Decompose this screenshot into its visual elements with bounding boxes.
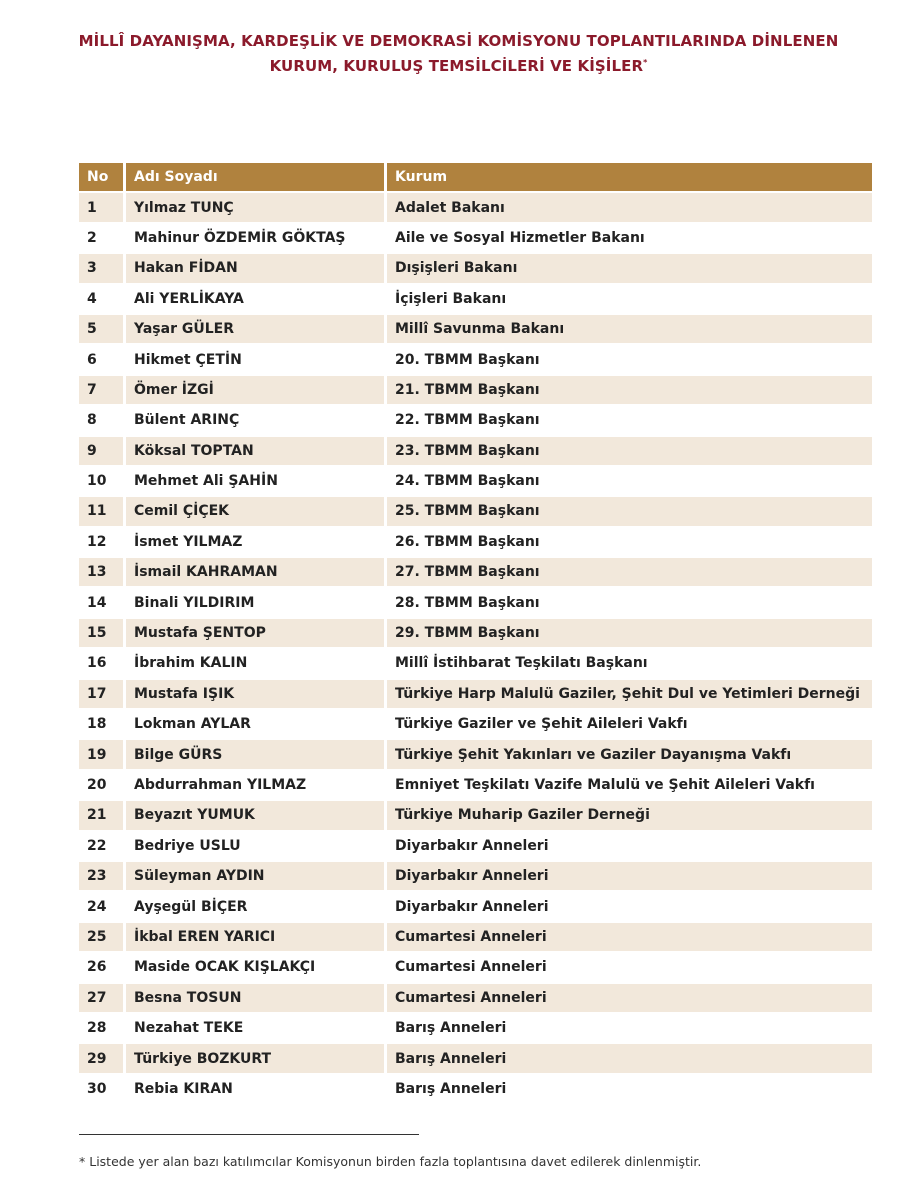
table-row bbox=[79, 953, 872, 983]
cell-name: Maside OCAK KIŞLAKÇI bbox=[126, 953, 384, 981]
table-row bbox=[79, 588, 872, 618]
cell-name: Mustafa IŞIK bbox=[126, 680, 384, 708]
table-row bbox=[79, 1044, 872, 1074]
table-row bbox=[79, 345, 872, 375]
cell-name: Cemil ÇİÇEK bbox=[126, 497, 384, 525]
cell-org: 22. TBMM Başkanı bbox=[387, 406, 872, 434]
cell-no: 21 bbox=[79, 801, 123, 829]
cell-name: Yaşar GÜLER bbox=[126, 315, 384, 343]
cell-no: 17 bbox=[79, 680, 123, 708]
cell-org: Diyarbakır Anneleri bbox=[387, 892, 872, 920]
cell-no: 11 bbox=[79, 497, 123, 525]
cell-name: İkbal EREN YARICI bbox=[126, 923, 384, 951]
cell-org: Diyarbakır Anneleri bbox=[387, 862, 872, 890]
table-row bbox=[79, 710, 872, 740]
cell-no: 6 bbox=[79, 345, 123, 373]
cell-no: 10 bbox=[79, 467, 123, 495]
table-row bbox=[79, 1075, 872, 1105]
cell-no: 30 bbox=[79, 1075, 123, 1103]
cell-org: Türkiye Muharip Gaziler Derneği bbox=[387, 801, 872, 829]
cell-no: 7 bbox=[79, 376, 123, 404]
participants-table bbox=[79, 163, 872, 1105]
cell-org: Cumartesi Anneleri bbox=[387, 984, 872, 1012]
cell-org: İçişleri Bakanı bbox=[387, 285, 872, 313]
table-row bbox=[79, 832, 872, 862]
cell-no: 2 bbox=[79, 224, 123, 252]
cell-name: Ömer İZGİ bbox=[126, 376, 384, 404]
table-row bbox=[79, 984, 872, 1014]
title-footnote-mark: * bbox=[643, 58, 648, 67]
cell-name: İbrahim KALIN bbox=[126, 649, 384, 677]
cell-org: Cumartesi Anneleri bbox=[387, 923, 872, 951]
cell-org: 20. TBMM Başkanı bbox=[387, 345, 872, 373]
cell-org: Millî Savunma Bakanı bbox=[387, 315, 872, 343]
table-row bbox=[79, 619, 872, 649]
cell-no: 8 bbox=[79, 406, 123, 434]
cell-no: 12 bbox=[79, 528, 123, 556]
cell-name: Bilge GÜRS bbox=[126, 740, 384, 768]
table-row bbox=[79, 771, 872, 801]
cell-org: 29. TBMM Başkanı bbox=[387, 619, 872, 647]
cell-name: Nezahat TEKE bbox=[126, 1014, 384, 1042]
cell-no: 18 bbox=[79, 710, 123, 738]
table-row bbox=[79, 649, 872, 679]
table-row bbox=[79, 376, 872, 406]
cell-no: 14 bbox=[79, 588, 123, 616]
table-row bbox=[79, 892, 872, 922]
footnote: * Listede yer alan bazı katılımcılar Komisyonun birden fazla toplantısına davet edilerek dinlenmiştir. bbox=[79, 1154, 702, 1169]
table-header-row bbox=[79, 163, 872, 193]
cell-name: Lokman AYLAR bbox=[126, 710, 384, 738]
cell-no: 28 bbox=[79, 1014, 123, 1042]
cell-name: Binali YILDIRIM bbox=[126, 588, 384, 616]
cell-name: Mahinur ÖZDEMİR GÖKTAŞ bbox=[126, 224, 384, 252]
table-body bbox=[79, 193, 872, 1105]
cell-no: 24 bbox=[79, 892, 123, 920]
table-row bbox=[79, 406, 872, 436]
table-row bbox=[79, 285, 872, 315]
cell-org: 28. TBMM Başkanı bbox=[387, 588, 872, 616]
cell-no: 13 bbox=[79, 558, 123, 586]
cell-no: 9 bbox=[79, 437, 123, 465]
table-row bbox=[79, 315, 872, 345]
cell-org: 23. TBMM Başkanı bbox=[387, 437, 872, 465]
table-row bbox=[79, 558, 872, 588]
document-title-line-2-text: KURUM, KURULUŞ TEMSİLCİLERİ VE KİŞİLER bbox=[269, 57, 644, 75]
cell-no: 26 bbox=[79, 953, 123, 981]
cell-name: Yılmaz TUNÇ bbox=[126, 193, 384, 221]
cell-no: 22 bbox=[79, 832, 123, 860]
cell-no: 15 bbox=[79, 619, 123, 647]
cell-org: 21. TBMM Başkanı bbox=[387, 376, 872, 404]
cell-name: Mustafa ŞENTOP bbox=[126, 619, 384, 647]
table-row bbox=[79, 528, 872, 558]
cell-name: Türkiye BOZKURT bbox=[126, 1044, 384, 1072]
cell-org: Barış Anneleri bbox=[387, 1014, 872, 1042]
cell-org: Emniyet Teşkilatı Vazife Malulü ve Şehit Aileleri Vakfı bbox=[387, 771, 872, 799]
cell-org: 24. TBMM Başkanı bbox=[387, 467, 872, 495]
header-org: Kurum bbox=[387, 163, 872, 191]
cell-org: Diyarbakır Anneleri bbox=[387, 832, 872, 860]
table-row bbox=[79, 224, 872, 254]
cell-org: Türkiye Şehit Yakınları ve Gaziler Dayanışma Vakfı bbox=[387, 740, 872, 768]
table-row bbox=[79, 801, 872, 831]
cell-org: Millî İstihbarat Teşkilatı Başkanı bbox=[387, 649, 872, 677]
cell-org: Barış Anneleri bbox=[387, 1044, 872, 1072]
cell-name: Mehmet Ali ŞAHİN bbox=[126, 467, 384, 495]
cell-no: 23 bbox=[79, 862, 123, 890]
table-row bbox=[79, 437, 872, 467]
cell-org: Türkiye Harp Malulü Gaziler, Şehit Dul ve Yetimleri Derneği bbox=[387, 680, 872, 708]
cell-name: Hakan FİDAN bbox=[126, 254, 384, 282]
cell-no: 25 bbox=[79, 923, 123, 951]
cell-org: Cumartesi Anneleri bbox=[387, 953, 872, 981]
table-row bbox=[79, 467, 872, 497]
cell-no: 4 bbox=[79, 285, 123, 313]
cell-name: İsmail KAHRAMAN bbox=[126, 558, 384, 586]
document-title bbox=[40, 30, 877, 77]
cell-no: 20 bbox=[79, 771, 123, 799]
footnote-divider bbox=[79, 1134, 419, 1135]
cell-name: Abdurrahman YILMAZ bbox=[126, 771, 384, 799]
document-title-line-2 bbox=[40, 52, 877, 77]
cell-name: Hikmet ÇETİN bbox=[126, 345, 384, 373]
cell-no: 1 bbox=[79, 193, 123, 221]
cell-name: Bülent ARINÇ bbox=[126, 406, 384, 434]
document-title-line-1: MİLLÎ DAYANIŞMA, KARDEŞLİK VE DEMOKRASİ KOMİSYONU TOPLANTILARINDA DİNLENEN bbox=[78, 32, 839, 50]
cell-no: 29 bbox=[79, 1044, 123, 1072]
cell-org: Barış Anneleri bbox=[387, 1075, 872, 1103]
cell-org: 27. TBMM Başkanı bbox=[387, 558, 872, 586]
table-row bbox=[79, 1014, 872, 1044]
table-row bbox=[79, 254, 872, 284]
cell-name: İsmet YILMAZ bbox=[126, 528, 384, 556]
cell-name: Ayşegül BİÇER bbox=[126, 892, 384, 920]
cell-org: Adalet Bakanı bbox=[387, 193, 872, 221]
cell-org: Dışişleri Bakanı bbox=[387, 254, 872, 282]
cell-org: Türkiye Gaziler ve Şehit Aileleri Vakfı bbox=[387, 710, 872, 738]
cell-name: Besna TOSUN bbox=[126, 984, 384, 1012]
cell-name: Köksal TOPTAN bbox=[126, 437, 384, 465]
cell-name: Süleyman AYDIN bbox=[126, 862, 384, 890]
cell-org: Aile ve Sosyal Hizmetler Bakanı bbox=[387, 224, 872, 252]
cell-no: 5 bbox=[79, 315, 123, 343]
table-row bbox=[79, 923, 872, 953]
cell-name: Bedriye USLU bbox=[126, 832, 384, 860]
header-name: Adı Soyadı bbox=[126, 163, 384, 191]
table-row bbox=[79, 862, 872, 892]
cell-org: 25. TBMM Başkanı bbox=[387, 497, 872, 525]
cell-name: Rebia KIRAN bbox=[126, 1075, 384, 1103]
cell-no: 19 bbox=[79, 740, 123, 768]
cell-name: Ali YERLİKAYA bbox=[126, 285, 384, 313]
cell-no: 3 bbox=[79, 254, 123, 282]
table-row bbox=[79, 680, 872, 710]
header-no: No bbox=[79, 163, 123, 191]
table-row bbox=[79, 193, 872, 223]
cell-name: Beyazıt YUMUK bbox=[126, 801, 384, 829]
cell-org: 26. TBMM Başkanı bbox=[387, 528, 872, 556]
cell-no: 27 bbox=[79, 984, 123, 1012]
cell-no: 16 bbox=[79, 649, 123, 677]
table-row bbox=[79, 740, 872, 770]
table-row bbox=[79, 497, 872, 527]
